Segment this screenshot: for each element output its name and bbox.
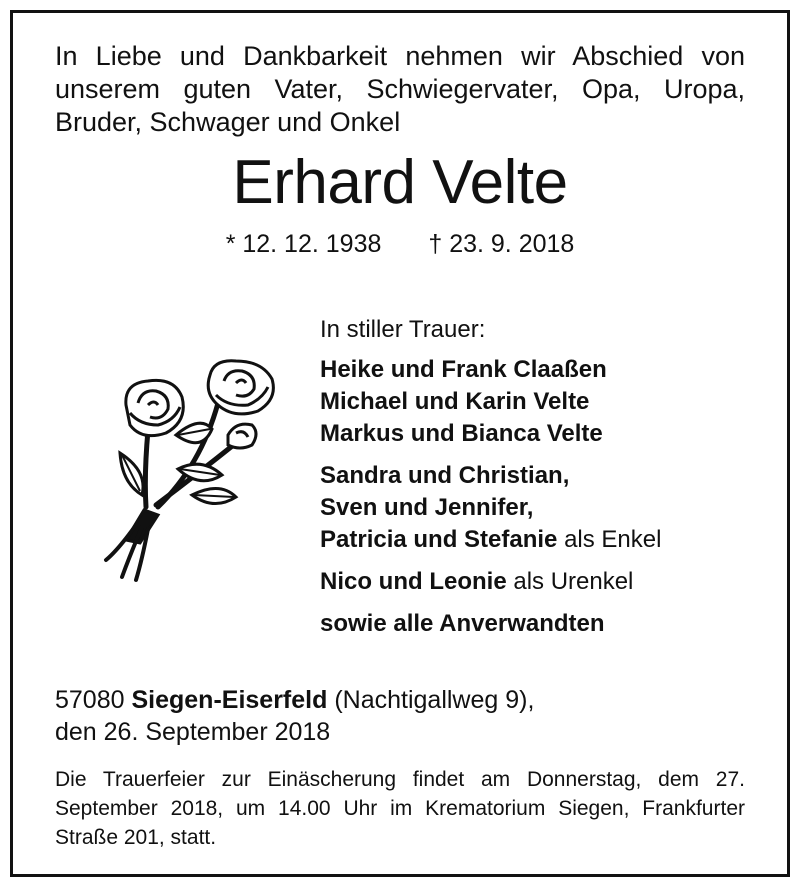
mourner-line: Markus und Bianca Velte [320, 420, 603, 447]
life-dates [0, 228, 800, 260]
date-line: den 26. September 2018 [55, 718, 331, 746]
address-line: 57080 Siegen-Eiserfeld (Nachtigallweg 9), [55, 686, 535, 714]
mourner-line: Sandra und Christian, [320, 462, 570, 489]
intro-text: In Liebe und Dankbarkeit nehmen wir Abschied von unserem guten Vater, Schwiegervater, Opa, Uropa, Bruder, Schwager und Onkel [55, 41, 745, 137]
birth-date: * 12. 12. 1938 [225, 230, 382, 258]
mourner-line: Nico und Leonie als Urenkel [320, 568, 634, 595]
mourners-heading: In stiller Trauer: [320, 316, 486, 343]
mourner-line: sowie alle Anverwandten [320, 610, 605, 637]
mourner-line: Michael und Karin Velte [320, 388, 590, 415]
mourner-line: Heike und Frank Claaßen [320, 356, 607, 383]
mourner-line: Sven und Jennifer, [320, 494, 534, 521]
ceremony-info: Die Trauerfeier zur Einäscherung findet am Donnerstag, dem 27. September 2018, um 14.00 Uhr im Krematorium Siegen, Frankfurter Straße 201, statt. [55, 768, 745, 849]
mourner-line: Patricia und Stefanie als Enkel [320, 526, 662, 553]
mourners-block [320, 314, 780, 640]
deceased-name: Erhard Velte [232, 148, 568, 217]
death-date: † 23. 9. 2018 [428, 230, 575, 258]
roses-icon [96, 355, 286, 585]
address-block [55, 684, 745, 748]
